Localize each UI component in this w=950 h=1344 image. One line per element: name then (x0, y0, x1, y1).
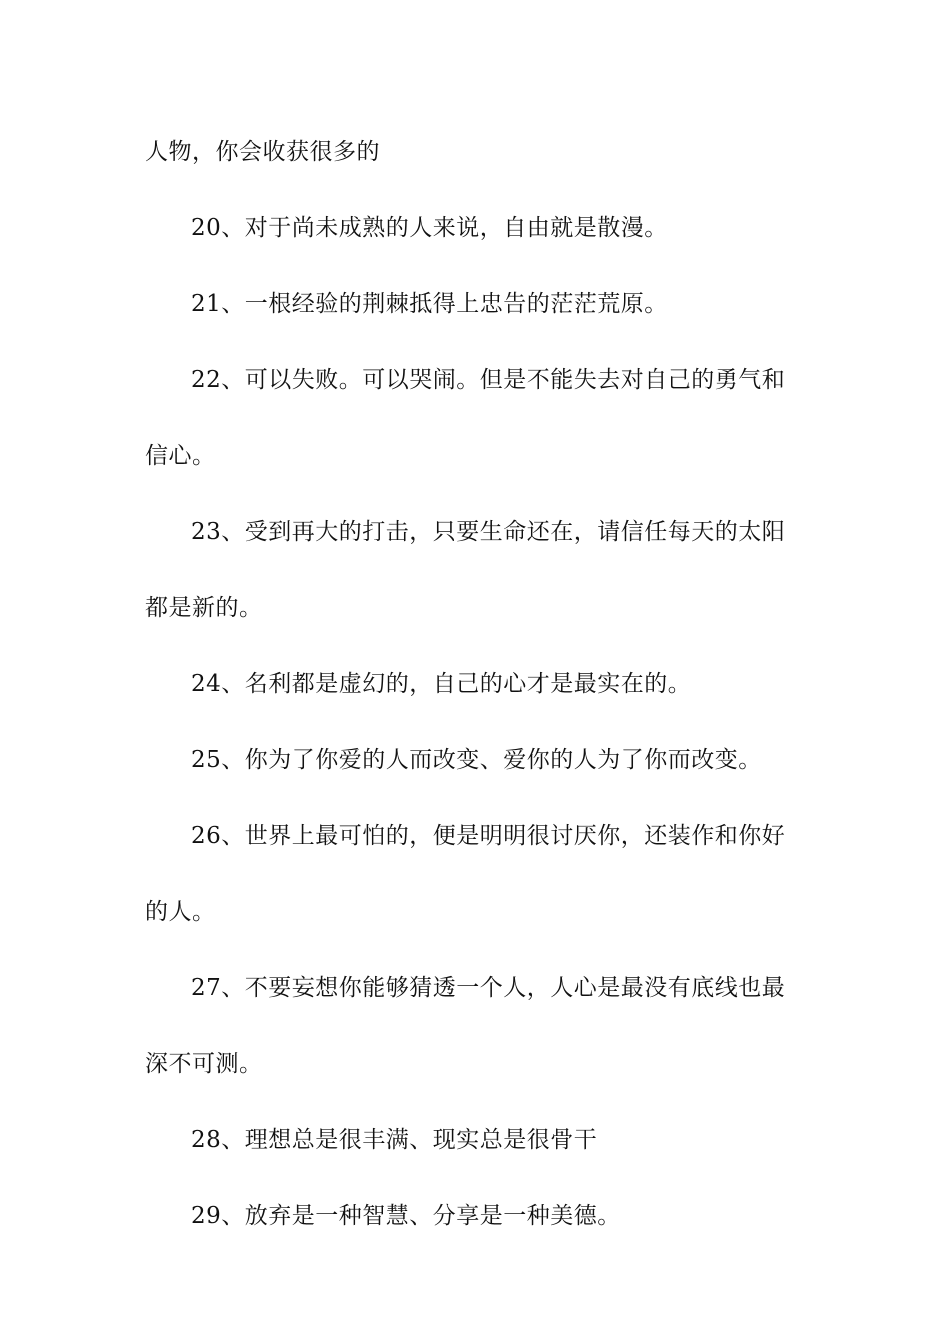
quote-23: 23、受到再大的打击，只要生命还在，请信任每天的太阳 (191, 519, 786, 545)
quote-22: 22、可以失败。可以哭闹。但是不能失去对自己的勇气和 (191, 367, 786, 393)
quote-27: 27、不要妄想你能够猜透一个人，人心是最没有底线也最 (191, 975, 786, 1001)
document-body (145, 128, 810, 1268)
quote-26-continuation: 的人。 (145, 899, 216, 925)
quote-21: 21、一根经验的荆棘抵得上忠告的茫茫荒原。 (191, 291, 668, 317)
quote-26: 26、世界上最可怕的，便是明明很讨厌你，还装作和你好 (191, 823, 786, 849)
quote-29: 29、放弃是一种智慧、分享是一种美德。 (191, 1203, 621, 1229)
quote-27-continuation: 深不可测。 (145, 1051, 263, 1077)
text-line-continuation: 人物，你会收获很多的 (145, 139, 380, 165)
quote-22-continuation: 信心。 (145, 443, 216, 469)
quote-23-continuation: 都是新的。 (145, 595, 263, 621)
quote-24: 24、名利都是虚幻的，自己的心才是最实在的。 (191, 671, 692, 697)
quote-28: 28、理想总是很丰满、现实总是很骨干 (191, 1127, 598, 1153)
quote-20: 20、对于尚未成熟的人来说，自由就是散漫。 (191, 215, 668, 241)
quote-25: 25、你为了你爱的人而改变、爱你的人为了你而改变。 (191, 747, 762, 773)
